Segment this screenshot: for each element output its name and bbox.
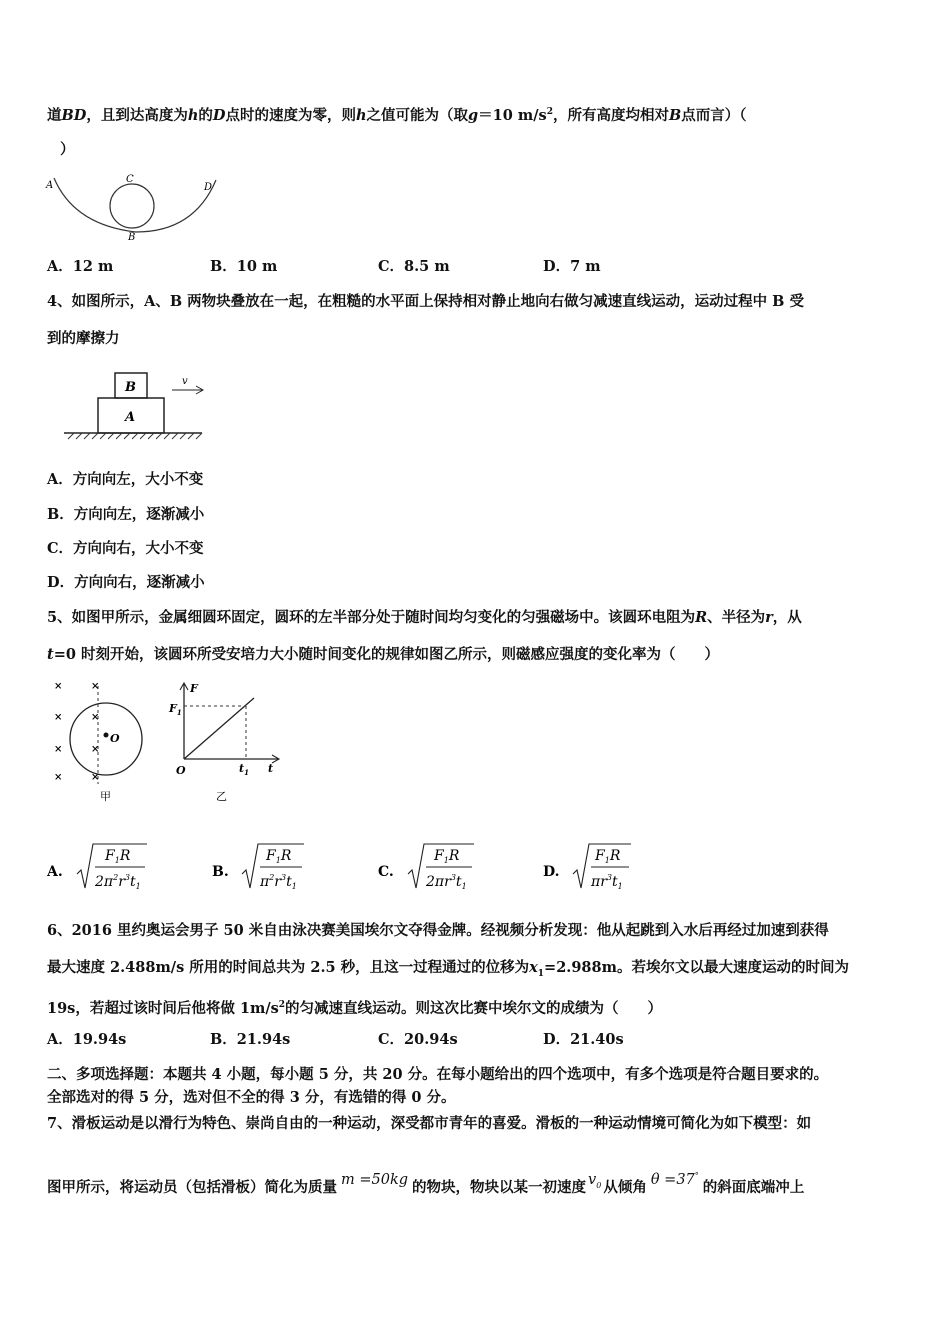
svg-text:F1R: $F_1R$ bbox=[266, 848, 292, 865]
svg-text:×: × bbox=[54, 712, 63, 723]
q5-axis-f: F bbox=[190, 682, 198, 695]
q5-caption-left: 甲 bbox=[100, 790, 111, 803]
section-2-line-2: 全部选对的得 5 分，选对但不全的得 3 分，有选错的得 0 分。 bbox=[47, 1089, 456, 1106]
svg-text:C.: C. bbox=[378, 864, 394, 880]
q7-line-1: 7、滑板运动是以滑行为特色、崇尚自由的一种运动，深受都市青年的喜爱。滑板的一种运动情境可简化为如下模型：如 bbox=[47, 1115, 812, 1132]
q5-option-d-denominator: $\pi r^3t_1$ bbox=[591, 873, 623, 891]
q4-line-2: 到的摩擦力 bbox=[47, 330, 120, 347]
q5-option-a-denominator: $2\pi^2r^3t_1$ bbox=[95, 873, 141, 891]
q5-label-f1: $F_1$ bbox=[169, 702, 182, 717]
svg-text:×: × bbox=[54, 681, 63, 692]
svg-text:×: × bbox=[91, 772, 100, 783]
q5-option-c[interactable] bbox=[378, 836, 488, 896]
svg-text:×: × bbox=[91, 681, 100, 692]
q7-line-2: 图甲所示，将运动员（包括滑板）简化为质量 m =50kg 的物块，物块以某一初速度 $v_0$ 从倾角 θ =37°的斜面底端冲上 bbox=[47, 1171, 805, 1196]
q5-option-a[interactable] bbox=[47, 836, 157, 896]
svg-text:×: × bbox=[91, 744, 100, 755]
q4-option-b[interactable]: B．方向向左，逐渐减小 bbox=[47, 506, 205, 523]
q5-ring-figure bbox=[50, 676, 150, 806]
q7-mass: m =50kg bbox=[341, 1171, 409, 1188]
q5-graph-figure bbox=[168, 676, 298, 806]
q3-label-d: D bbox=[204, 182, 213, 193]
q7-theta: θ =37° bbox=[650, 1171, 699, 1188]
q4-blocks-figure bbox=[62, 368, 212, 442]
q5-line-2: t=0 时刻开始，该圆环所受安培力大小随时间变化的规律如图乙所示，则磁感应强度的变化率为（ ） bbox=[47, 646, 719, 663]
svg-text:F1R: $F_1R$ bbox=[434, 848, 460, 865]
svg-text:×: × bbox=[54, 744, 63, 755]
section-2-line-1: 二、多项选择题：本题共 4 小题，每小题 5 分，共 20 分。在每小题给出的四个选项中，有多个选项是符合题目要求的。 bbox=[47, 1066, 829, 1083]
svg-text:×: × bbox=[91, 712, 100, 723]
q3-line-1: 道BD，且到达高度为h的D点时的速度为零，则h之值可能为（取g＝10 $m/s^2$，所有高度均相对B点而言）（ bbox=[47, 106, 747, 124]
q4-line-1: 4、如图所示，A、B 两物块叠放在一起，在粗糙的水平面上保持相对静止地向右做匀减速直线运动，运动过程中 B 受 bbox=[47, 293, 804, 310]
q5-label-t1: $t_1$ bbox=[239, 762, 249, 777]
q5-option-b[interactable] bbox=[212, 836, 322, 896]
svg-text:F1R: $F_1R$ bbox=[595, 848, 621, 865]
q5-center-label: O bbox=[110, 732, 120, 745]
q3-label-a: A bbox=[46, 180, 54, 191]
q3-track-figure bbox=[44, 170, 224, 245]
q6-option-d[interactable]: D．21.40s bbox=[543, 1031, 624, 1048]
svg-text:F1R: $F_1R$ bbox=[105, 848, 131, 865]
q5-origin-label: O bbox=[176, 764, 186, 777]
q4-label-a: A bbox=[125, 410, 136, 425]
q4-option-c[interactable]: C．方向向右，大小不变 bbox=[47, 540, 204, 557]
q3-label-c: C bbox=[126, 174, 134, 185]
q3-option-a[interactable]: A．12 m bbox=[47, 258, 114, 275]
q4-label-v: v bbox=[182, 376, 188, 387]
q5-option-b-denominator: $\pi^2r^3t_1$ bbox=[260, 873, 297, 891]
q5-line-1: 5、如图甲所示，金属细圆环固定，圆环的左半部分处于随时间均匀变化的匀强磁场中。该圆环电阻为R、半径为r，从 bbox=[47, 609, 802, 626]
q6-line-1: 6、2016 里约奥运会男子 50 米自由泳决赛美国埃尔文夺得金牌。经视频分析发现：他从起跳到入水后再经过加速到获得 bbox=[47, 922, 829, 939]
q6-line-3: 19s，若超过该时间后他将做 $1m/s^2$的匀减速直线运动。则这次比赛中埃尔文的成绩为（ ） bbox=[47, 999, 663, 1017]
q7-v0: $v_0$ bbox=[588, 1171, 602, 1190]
q3-label-b: B bbox=[128, 232, 136, 243]
q3-line-2: ） bbox=[60, 141, 75, 158]
svg-text:×: × bbox=[54, 772, 63, 783]
q6-line-2: 最大速度 2.488m/s 所用的时间总共为 2.5 秒，且这一过程通过的位移为$x_1=2.988m$。若埃尔文以最大速度运动的时间为 bbox=[47, 959, 849, 979]
q3-option-b[interactable]: B．10 m bbox=[210, 258, 278, 275]
q5-caption-right: 乙 bbox=[216, 790, 227, 803]
q6-option-a[interactable]: A．19.94s bbox=[47, 1031, 127, 1048]
q5-axis-t: t bbox=[268, 762, 274, 775]
q4-option-a[interactable]: A．方向向左，大小不变 bbox=[47, 471, 204, 488]
q6-option-c[interactable]: C．20.94s bbox=[378, 1031, 458, 1048]
svg-text:D.: D. bbox=[543, 864, 560, 880]
q4-label-b: B bbox=[125, 380, 136, 395]
q5-option-c-denominator: $2\pi r^3t_1$ bbox=[426, 873, 467, 891]
q6-option-b[interactable]: B．21.94s bbox=[210, 1031, 291, 1048]
svg-text:B.: B. bbox=[212, 864, 229, 880]
q5-option-d[interactable] bbox=[543, 836, 653, 896]
svg-text:A.: A. bbox=[47, 864, 63, 880]
q3-option-c[interactable]: C．8.5 m bbox=[378, 258, 450, 275]
q4-option-d[interactable]: D．方向向右，逐渐减小 bbox=[47, 574, 205, 591]
q3-option-d[interactable]: D．7 m bbox=[543, 258, 601, 275]
